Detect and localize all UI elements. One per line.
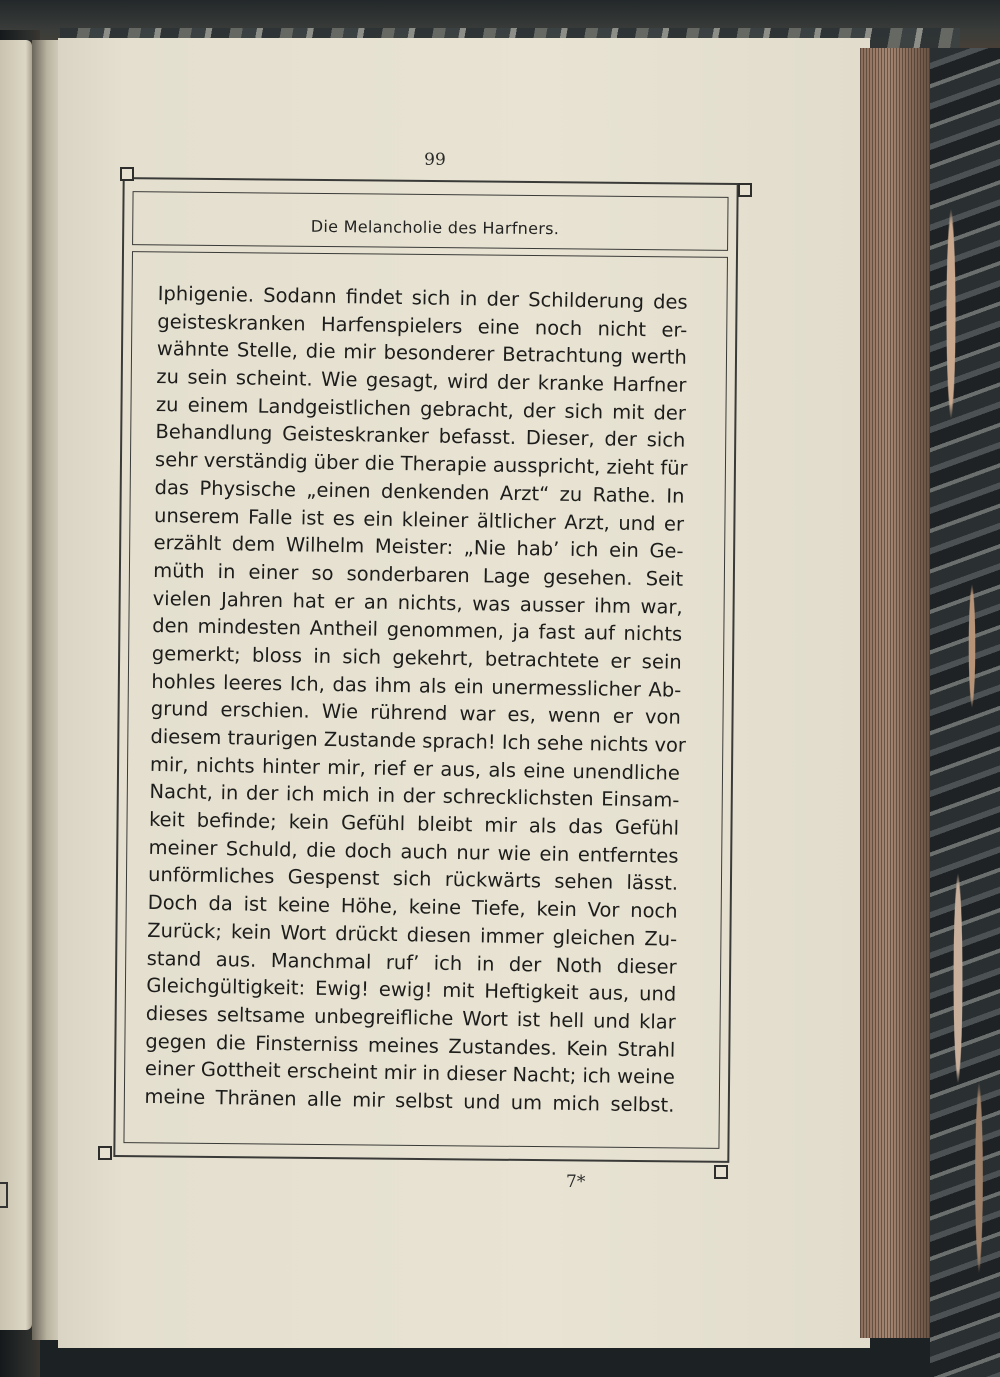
text-line: müth in einer so sonderbaren Lage gesehen. Seit xyxy=(152,558,684,591)
text-line: Behandlung Geisteskranker befasst. Dieser, der sich xyxy=(155,420,686,453)
text-line: Nacht, in der ich mich in der schrecklichsten Einsam- xyxy=(149,780,680,813)
text-line: gegen die Finsterniss meines Zustandes. Kein Strahl xyxy=(145,1029,676,1062)
running-head: Die Melancholie des Harfners. xyxy=(310,216,560,239)
text-line: hohles leeres Ich, das ihm als ein unermesslicher Ab- xyxy=(151,669,682,702)
text-line: den mindesten Antheil genommen, ja fast auf nichts xyxy=(152,614,683,646)
text-line: Iphigenie. Sodann findet sich in der Schilderung des xyxy=(157,281,688,314)
text-line: das Physische „einen denkenden Arzt“ zu Rathe. In xyxy=(154,475,685,508)
text-line: dieses seltsame unbegreifliche Wort ist hell und klar xyxy=(145,1001,676,1034)
text-line: diesem traurigen Zustande sprach! Ich sehe nichts vor xyxy=(150,724,687,757)
page-fore-edge xyxy=(860,48,940,1338)
body-text xyxy=(144,280,688,1119)
text-line: grund erschien. Wie rührend war es, wenn er von xyxy=(150,697,682,730)
text-line: zu einem Landgeistlichen gebracht, der sich mit der xyxy=(155,392,687,425)
frame-corner-top-right xyxy=(738,183,752,197)
text-line: meiner Schuld, die doch auch nur wie ein entferntes xyxy=(148,835,679,868)
frame-corner-top-left xyxy=(120,167,134,181)
text-line: Zurück; kein Wort drückt diesen immer gleichen Zu- xyxy=(147,918,678,951)
text-line: zu sein scheint. Wie gesagt, wird der kranke Harfner xyxy=(156,365,687,397)
signature-mark: 7* xyxy=(566,1172,586,1192)
page-number: 99 xyxy=(424,150,446,170)
frame-corner-bottom-left xyxy=(98,1146,112,1160)
text-line: unserem Falle ist es ein kleiner ältlicher Arzt, und er xyxy=(153,503,685,536)
text-line: unförmliches Gespenst sich rückwärts sehen lässt. xyxy=(147,863,679,896)
text-line: keit befinde; kein Gefühl bleibt mir als das Gefühl xyxy=(148,807,680,840)
text-line: wähnte Stelle, die mir besonderer Betrachtung werth xyxy=(156,337,687,370)
text-line: gemerkt; bloss in sich gekehrt, betrachtete er sein xyxy=(151,641,682,674)
text-line: stand aus. Manchmal ruf’ ich in der Noth dieser xyxy=(146,946,677,979)
text-line: geisteskranken Harfenspielers eine noch nicht er- xyxy=(157,309,688,342)
text-line: Gleichgültigkeit: Ewig! ewig! mit Heftigkeit aus, und xyxy=(146,974,677,1006)
text-line: Doch da ist keine Höhe, keine Tiefe, kein Vor noch xyxy=(147,891,678,923)
text-line: sehr verständig über die Therapie ausspricht, zieht für xyxy=(154,448,688,480)
text-line: vielen Jahren hat er an nichts, was ausser ihm war, xyxy=(152,586,683,619)
frame-corner-bottom-right xyxy=(714,1165,728,1179)
frame-corner-fragment xyxy=(0,1182,8,1208)
marbled-endpaper xyxy=(930,48,1000,1377)
previous-page-edge xyxy=(0,40,32,1330)
text-line: meine Thränen alle mir selbst und um mich selbst. xyxy=(144,1084,675,1117)
text-line: einer Gottheit erscheint mir in dieser Nacht; ich weine xyxy=(144,1057,676,1089)
text-line: erzählt dem Wilhelm Meister: „Nie hab’ ich ein Ge- xyxy=(153,531,684,563)
text-line: mir, nichts hinter mir, rief er aus, als eine unendliche xyxy=(149,752,681,785)
